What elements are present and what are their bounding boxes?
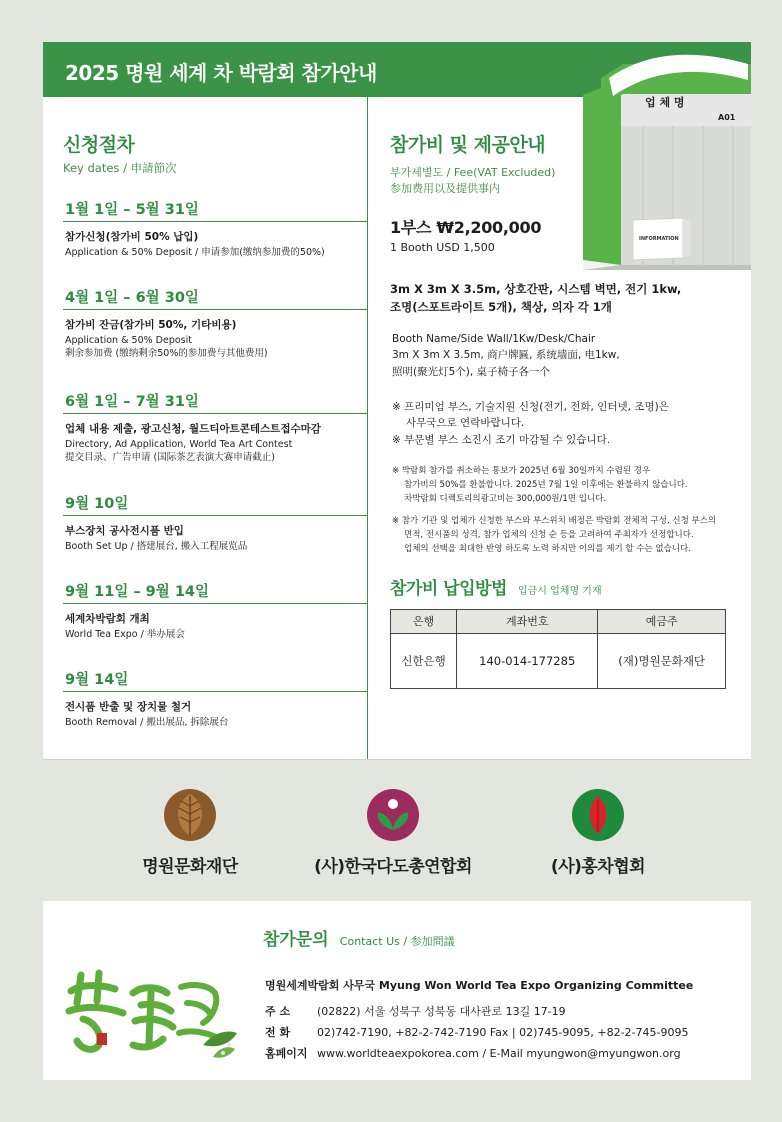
column-header: 은행 bbox=[391, 609, 457, 633]
page-title: 2025 명원 세계 차 박람회 참가안내 bbox=[65, 61, 377, 85]
step-title: 전시품 반출 및 장치물 철거 bbox=[65, 701, 192, 713]
step-title: 부스장치 공사전시품 반입 bbox=[65, 525, 184, 537]
spec-ko-line: 3m X 3m X 3.5m, 상호간판, 시스템 벽면, 전기 1kw, bbox=[390, 281, 682, 296]
contact-organization: 명원세계박람회 사무국 Myung Won World Tea Expo Organizing Committee bbox=[265, 979, 694, 992]
organizer-black-tea bbox=[533, 788, 663, 877]
organizer-name: (사)홍차협회 bbox=[550, 857, 646, 877]
schedule-subtitle: Key dates / 申請節次 bbox=[63, 161, 177, 175]
fee-section bbox=[390, 130, 735, 689]
table-row bbox=[391, 633, 726, 688]
red-leaf-emblem-icon bbox=[571, 788, 625, 842]
tea-sprout-emblem-icon bbox=[366, 788, 420, 842]
step-date: 9월 14일 bbox=[63, 668, 367, 692]
schedule-step bbox=[63, 668, 367, 730]
fee-subtitle-vat: 부가세별도 / Fee(VAT Excluded) bbox=[390, 166, 556, 179]
schedule-section bbox=[63, 130, 367, 728]
refund-notes bbox=[390, 464, 735, 556]
contact-heading bbox=[263, 925, 455, 950]
table-header-row bbox=[391, 609, 726, 633]
booth-spec-en bbox=[390, 331, 735, 381]
payment-note: 입금시 업체명 기재 bbox=[517, 585, 602, 597]
column-header: 계좌번호 bbox=[457, 609, 598, 633]
step-date: 1월 1일 – 5월 31일 bbox=[63, 198, 367, 222]
step-description: Directory, Ad Application, World Tea Art Contest bbox=[65, 439, 293, 450]
schedule-title: 신청절차 bbox=[63, 134, 135, 156]
note-line: 차박람회 디렉토리의광고비는 300,000원/1면 입니다. bbox=[404, 493, 607, 504]
note-line: ※ 부문별 부스 소진시 조기 마감될 수 있습니다. bbox=[392, 433, 611, 446]
organizers-band bbox=[43, 759, 751, 901]
fee-subtitle bbox=[390, 165, 735, 197]
booth-price: 1부스 ₩2,200,000 bbox=[390, 217, 542, 237]
step-date: 6월 1일 – 7월 31일 bbox=[63, 390, 367, 414]
web-line bbox=[265, 1045, 681, 1061]
note-line: ※ 박람회 참가를 취소하는 통보가 2025년 6월 30일까지 수렴된 경우 bbox=[392, 465, 651, 476]
booth-sign-text: 업 체 명 bbox=[645, 96, 685, 109]
step-title: 업체 내용 제출, 광고신청, 월드티아트콘테스트접수마감 bbox=[65, 423, 321, 435]
booth-price-usd: 1 Booth USD 1,500 bbox=[390, 240, 495, 254]
organizer-name: 명원문화재단 bbox=[142, 857, 238, 877]
bank-cell: 신한은행 bbox=[391, 633, 457, 688]
fee-title: 참가비 및 제공안내 bbox=[390, 134, 546, 156]
organizer-tea-ceremony bbox=[313, 788, 473, 877]
schedule-step bbox=[63, 198, 367, 260]
phone-label: 전 화 bbox=[265, 1026, 291, 1039]
note-line: 면적, 전시품의 성격, 참가 업체의 신청 순 등을 고려하여 주최자가 선정합니다. bbox=[404, 529, 694, 540]
organizer-name: (사)한국다도총연합회 bbox=[314, 857, 472, 877]
payment-heading bbox=[390, 574, 735, 599]
schedule-step bbox=[63, 286, 367, 361]
booth-notes bbox=[390, 399, 735, 448]
schedule-step bbox=[63, 580, 367, 642]
phone-value: 02)742-7190, +82-2-742-7190 Fax | 02)745-9095, +82-2-745-9095 bbox=[317, 1026, 689, 1039]
spec-en-line: 照明(聚光灯5个), 桌子椅子各一个 bbox=[392, 366, 551, 379]
step-date: 9월 11일 – 9월 14일 bbox=[63, 580, 367, 604]
booth-spec-ko bbox=[390, 280, 735, 317]
step-description: Booth Set Up / 搭建展台, 搬入工程展览品 bbox=[65, 541, 248, 552]
contact-subtitle: Contact Us / 参加問議 bbox=[339, 935, 455, 948]
note-line: ※ 참가 기관 및 업체가 신청한 부스와 부스위치 배정은 박람회 전체적 구성, 신청 부스의 bbox=[392, 515, 717, 526]
calligraphy-logo bbox=[63, 963, 243, 1063]
booth-number-text: A01 bbox=[718, 113, 736, 122]
column-divider bbox=[367, 97, 368, 759]
step-description: World Tea Expo / 举办展会 bbox=[65, 629, 185, 640]
booth-desk-label: INFORMATION bbox=[639, 236, 679, 242]
step-title: 참가신청(참가비 50% 납입) bbox=[65, 231, 199, 243]
step-date: 4월 1일 – 6월 30일 bbox=[63, 286, 367, 310]
note-line: ※ 프리미엄 부스, 기술지원 신청(전기, 전화, 인터넷, 조명)은 bbox=[392, 401, 669, 414]
note-line: 업체의 선택을 최대한 반영 하도록 노력 하지만 이의를 제기 할 수는 없습니다. bbox=[404, 543, 691, 554]
contact-section bbox=[43, 901, 751, 1080]
step-description: Application & 50% Deposit bbox=[65, 335, 192, 346]
step-description-cn: 提交目录、广告申请 (国际茶艺表演大赛申请截止) bbox=[65, 451, 275, 463]
spec-ko-line: 조명(스포트라이트 5개), 책상, 의자 각 1개 bbox=[390, 300, 612, 315]
step-title: 세계차박람회 개최 bbox=[65, 613, 150, 625]
note-line: 참가비의 50%를 환불합니다. 2025년 7월 1일 이후에는 환불하지 않습니다. bbox=[404, 479, 688, 490]
brochure-page bbox=[43, 42, 751, 1080]
contact-title: 참가문의 bbox=[263, 930, 329, 950]
web-value[interactable]: www.worldteaexpokorea.com / E-Mail myungwon@myungwon.org bbox=[317, 1047, 681, 1060]
schedule-step bbox=[63, 390, 367, 465]
web-label: 홈페이지 bbox=[265, 1047, 308, 1060]
step-title: 참가비 잔금(참가비 50%, 기타비용) bbox=[65, 319, 237, 331]
organizer-myungwon bbox=[125, 788, 255, 877]
leaf-emblem-icon bbox=[163, 788, 217, 842]
note-line: 사무국으로 연락바랍니다. bbox=[406, 417, 525, 430]
holder-cell: (재)명원문화재단 bbox=[598, 633, 726, 688]
payment-table bbox=[390, 609, 726, 689]
column-header: 예금주 bbox=[598, 609, 726, 633]
fee-subtitle-cn: 参加费用以及提供事内 bbox=[390, 181, 500, 195]
step-date: 9월 10일 bbox=[63, 492, 367, 516]
step-description: Application & 50% Deposit / 申请参加(缴纳参加费的50%) bbox=[65, 247, 325, 258]
step-description-cn: 剩余参加费 (缴纳剩余50%的参加费与其他费用) bbox=[65, 347, 268, 359]
payment-title: 참가비 납입방법 bbox=[390, 578, 507, 599]
address-value: (02822) 서울 성북구 성북동 대사관로 13길 17-19 bbox=[317, 1005, 566, 1018]
account-cell: 140-014-177285 bbox=[457, 633, 598, 688]
schedule-step bbox=[63, 492, 367, 554]
spec-en-line: 3m X 3m X 3.5m, 商户牌匾, 系统墙面, 电1kw, bbox=[392, 349, 620, 362]
spec-en-line: Booth Name/Side Wall/1Kw/Desk/Chair bbox=[392, 332, 596, 345]
address-line bbox=[265, 1003, 566, 1019]
address-label: 주 소 bbox=[265, 1005, 291, 1018]
step-description: Booth Removal / 搬出展品, 拆除展台 bbox=[65, 717, 229, 728]
phone-line bbox=[265, 1024, 688, 1040]
